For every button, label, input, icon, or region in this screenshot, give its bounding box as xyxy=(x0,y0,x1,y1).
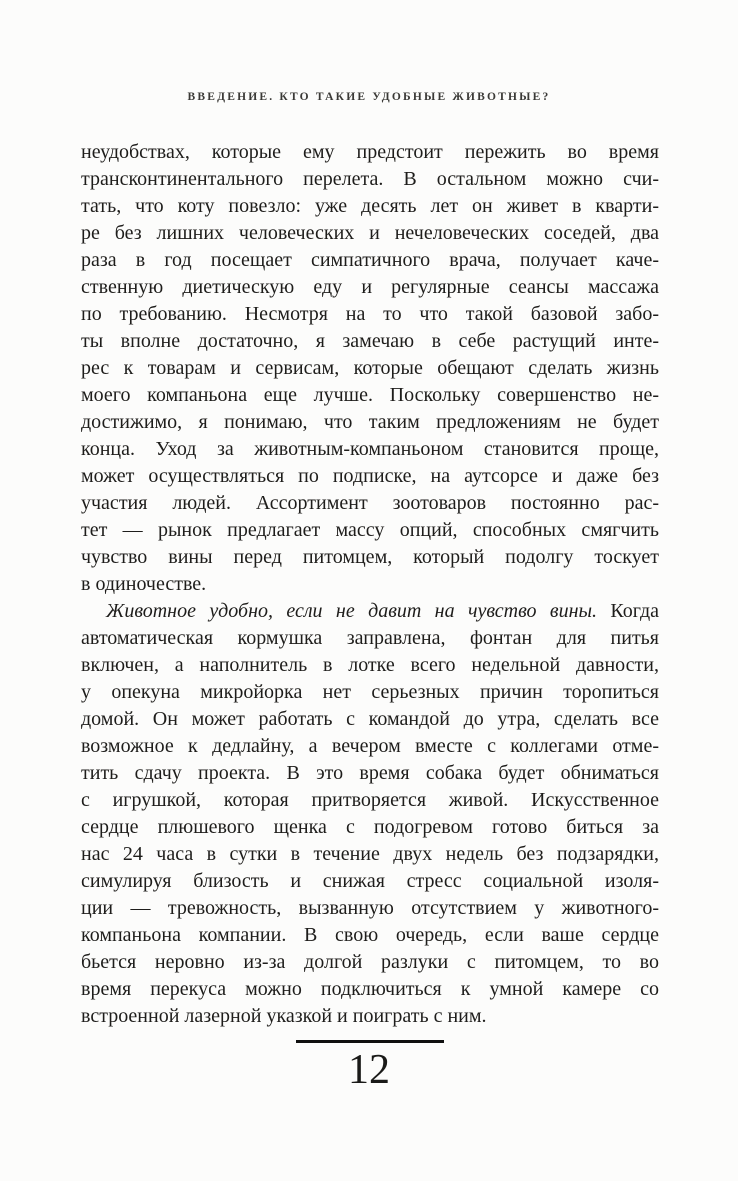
text-line: тить сдачу проекта. В это время собака будет обниматься xyxy=(81,762,659,784)
text-line: нас 24 часа в сутки в течение двух недель без подзарядки, xyxy=(81,843,659,865)
text-line: тет — рынок предлагает массу опций, способных смягчить xyxy=(81,519,659,541)
page-number: 12 xyxy=(348,1047,390,1093)
text-line xyxy=(81,598,659,625)
text-line: симулируя близость и снижая стресс социальной изоля- xyxy=(81,870,659,892)
text-line: ре без лишних человеческих и нечеловеческих соседей, два xyxy=(81,222,659,244)
text-line: компаньона компании. В свою очередь, если ваше сердце xyxy=(81,924,659,946)
text-line: возможное к дедлайну, а вечером вместе с коллегами отме- xyxy=(81,735,659,757)
text-line: достижимо, я понимаю, что таким предложениям не будет xyxy=(81,411,659,433)
body-text xyxy=(81,139,659,1030)
text-line: ственную диетическую еду и регулярные сеансы массажа xyxy=(81,276,659,298)
text-line: встроенной лазерной указкой и поиграть с ним. xyxy=(81,1005,487,1027)
text-line: сердце плюшевого щенка с подогревом готово биться за xyxy=(81,816,659,838)
text-line: у опекуна микройорка нет серьезных причин торопиться xyxy=(81,681,659,703)
text-line: чувство вины перед питомцем, который подолгу тоскует xyxy=(81,546,659,568)
text-line: с игрушкой, которая притворяется живой. Искусственное xyxy=(81,789,659,811)
text-line: автоматическая кормушка заправлена, фонтан для питья xyxy=(81,627,659,649)
text-line: бьется неровно из-за долгой разлуки с питомцем, то во xyxy=(81,951,659,973)
text-line: трансконтинентального перелета. В остальном можно счи- xyxy=(81,168,659,190)
text-line: раза в год посещает симпатичного врача, получает каче- xyxy=(81,249,659,271)
text-line: в одиночестве. xyxy=(81,573,207,595)
text-line: может осуществляться по подписке, на аутсорсе и даже без xyxy=(81,465,659,487)
text-line: домой. Он может работать с командой до утра, сделать все xyxy=(81,708,659,730)
text-line: ции — тревожность, вызванную отсутствием у животного- xyxy=(81,897,659,919)
text-line: тать, что коту повезло: уже десять лет он живет в кварти- xyxy=(81,195,659,217)
running-head: ВВЕДЕНИЕ. КТО ТАКИЕ УДОБНЫЕ ЖИВОТНЫЕ? xyxy=(187,91,551,103)
text-line: участия людей. Ассортимент зоотоваров постоянно рас- xyxy=(81,492,659,514)
footer-divider xyxy=(296,1040,444,1043)
text-line-fragment: Когда xyxy=(597,600,659,622)
text-line: включен, а наполнитель в лотке всего недельной давности, xyxy=(81,654,659,676)
text-line: неудобствах, которые ему предстоит пережить во время xyxy=(81,141,659,163)
text-line: по требованию. Несмотря на то что такой базовой забо- xyxy=(81,303,659,325)
text-line: рес к товарам и сервисам, которые обещают сделать жизнь xyxy=(81,357,659,379)
text-line: время перекуса можно подключиться к умной камере со xyxy=(81,978,659,1000)
text-line: моего компаньона еще лучше. Поскольку совершенство не- xyxy=(81,384,659,406)
italic-sentence: Животное удобно, если не давит на чувство вины. xyxy=(106,600,598,622)
text-line: ты вполне достаточно, я замечаю в себе растущий инте- xyxy=(81,330,659,352)
text-line: конца. Уход за животным-компаньоном становится проще, xyxy=(81,438,659,460)
